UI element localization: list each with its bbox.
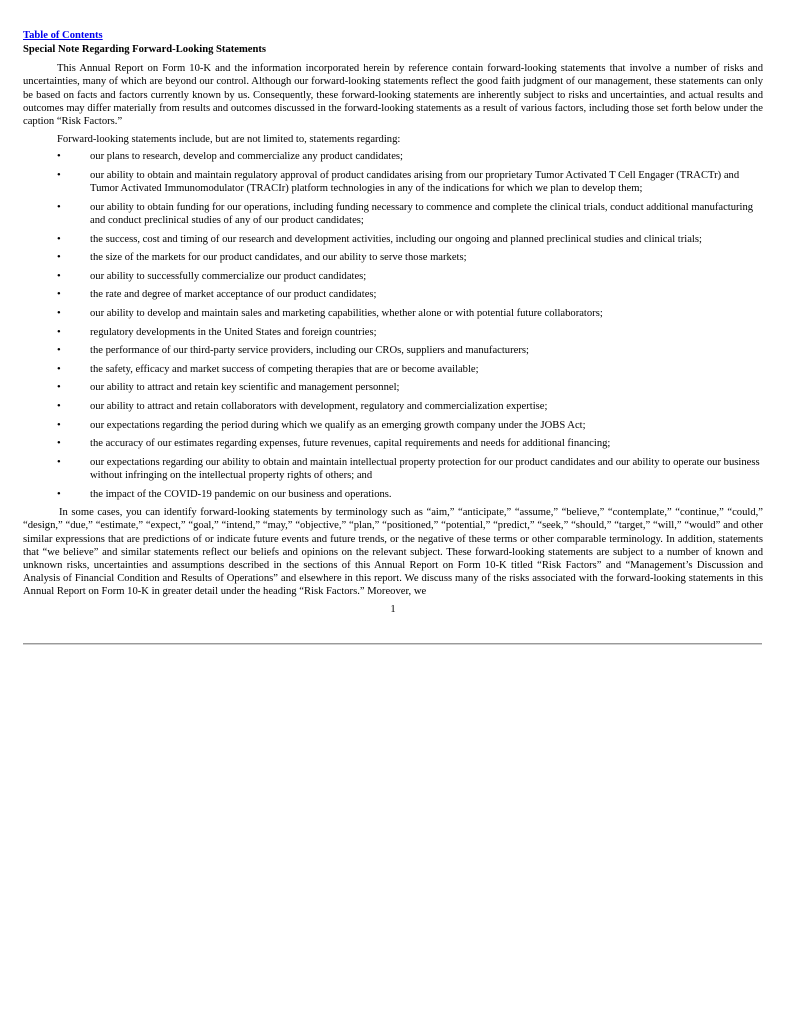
- bullet-icon: •: [57, 456, 61, 468]
- forward-looking-list: [23, 150, 763, 500]
- intro-paragraph: This Annual Report on Form 10-K and the information incorporated herein by reference contain forward-looking statements that involve a number of risks and uncertainties, many of which are beyond our control. Although our forward-looking statements reflect the good faith judgment of our management, these statements can only be based on facts and factors currently known by us. Consequently, these forward-looking statements are inherently subject to risks and uncertainties, and actual results and outcomes may differ materially from results and outcomes discussed in the forward-looking statements as a result of various factors, including those set forth below under the caption “Risk Factors.”: [23, 63, 763, 128]
- section-heading: Special Note Regarding Forward-Looking Statements: [23, 44, 267, 55]
- list-item-text: regulatory developments in the United States and foreign countries;: [90, 326, 377, 338]
- list-item-text: the accuracy of our estimates regarding expenses, future revenues, capital requirements and needs for additional financing;: [90, 438, 611, 450]
- list-lead-in: Forward-looking statements include, but are not limited to, statements regarding:: [57, 134, 401, 146]
- list-item-text: our ability to attract and retain key scientific and management personnel;: [90, 382, 400, 394]
- bullet-icon: •: [57, 151, 61, 163]
- list-item-text: our expectations regarding the period during which we qualify as an emerging growth company under the JOBS Act;: [90, 419, 586, 431]
- list-item-text: our ability to obtain funding for our operations, including funding necessary to commence and complete the clinical trials, conduct additional manufacturing and conduct preclinical studies of any of our product candidates;: [90, 201, 754, 227]
- bullet-icon: •: [57, 488, 61, 500]
- list-item: [23, 288, 763, 301]
- list-item: [23, 270, 763, 283]
- list-item-text: the impact of the COVID-19 pandemic on our business and operations.: [90, 488, 392, 500]
- list-item: [23, 233, 763, 246]
- bullet-icon: •: [57, 170, 61, 182]
- list-item: [23, 400, 763, 413]
- bullet-icon: •: [57, 363, 61, 375]
- bullet-icon: •: [57, 326, 61, 338]
- list-item-text: our plans to research, develop and commercialize any product candidates;: [90, 151, 403, 163]
- list-item: [23, 456, 763, 482]
- bullet-icon: •: [57, 345, 61, 357]
- bullet-icon: •: [57, 270, 61, 282]
- list-item: [23, 150, 763, 163]
- list-item-text: our ability to develop and maintain sales and marketing capabilities, whether alone or with potential future collaborators;: [90, 307, 603, 319]
- list-item-text: our ability to successfully commercialize our product candidates;: [90, 270, 367, 282]
- table-of-contents-link[interactable]: Table of Contents: [23, 30, 103, 41]
- list-item: [23, 488, 763, 501]
- list-item: [23, 381, 763, 394]
- page-divider: [23, 643, 762, 645]
- bullet-icon: •: [57, 307, 61, 319]
- list-item: [23, 437, 763, 450]
- list-item-text: the rate and degree of market acceptance of our product candidates;: [90, 289, 377, 301]
- page-number: 1: [390, 603, 396, 615]
- closing-paragraph: In some cases, you can identify forward-looking statements by terminology such as “aim,” “anticipate,” “assume,” “believe,” “contemplate,” “continue,” “could,” “design,” “due,” “estimate,” “expect,” “goal,” “intend,” “may,” “objective,” “plan,” “positioned,” “potential,” “predict,” “seek,” “should,” “target,” “will,” “would” and other similar expressions that are predictions of or indicate future events and future trends, or the negative of these terms or other comparable terminology. In addition, statements that “we believe” and similar statements reflect our beliefs and opinions on the relevant subject. These forward-looking statements are subject to a number of known and unknown risks, uncertainties and assumptions described in the sections of this Annual Report on Form 10-K titled “Risk Factors” and “Management’s Discussion and Analysis of Financial Condition and Results of Operations” and elsewhere in this report. We discuss many of the risks associated with the forward-looking statements in this Annual Report on Form 10-K in greater detail under the heading “Risk Factors.” Moreover, we: [23, 507, 763, 598]
- bullet-icon: •: [57, 419, 61, 431]
- list-item-text: the safety, efficacy and market success of competing therapies that are or become available;: [90, 363, 479, 375]
- list-item-text: our ability to obtain and maintain regulatory approval of product candidates arising from our proprietary Tumor Activated T Cell Engager (TRACTr) and Tumor Activated Immunomodulator (TRACIr) platform technologies in any of the indications for which we plan to develop them;: [90, 170, 740, 195]
- bullet-icon: •: [57, 233, 61, 245]
- list-item-text: the success, cost and timing of our research and development activities, including our ongoing and planned preclinical studies and clinical trials;: [90, 233, 702, 245]
- list-item: [23, 251, 763, 264]
- list-item: [23, 344, 763, 357]
- list-item: [23, 201, 763, 227]
- bullet-icon: •: [57, 438, 61, 450]
- list-item: [23, 363, 763, 376]
- list-item: [23, 169, 763, 195]
- document-page: [23, 29, 763, 616]
- bullet-icon: •: [57, 289, 61, 301]
- list-item-text: the performance of our third-party service providers, including our CROs, suppliers and manufacturers;: [90, 345, 529, 357]
- list-item: [23, 307, 763, 320]
- bullet-icon: •: [57, 201, 61, 213]
- list-item: [23, 326, 763, 339]
- list-item-text: our ability to attract and retain collaborators with development, regulatory and commercialization expertise;: [90, 400, 548, 412]
- list-item: [23, 419, 763, 432]
- bullet-icon: •: [57, 252, 61, 264]
- bullet-icon: •: [57, 400, 61, 412]
- bullet-icon: •: [57, 382, 61, 394]
- list-item-text: the size of the markets for our product candidates, and our ability to serve those markets;: [90, 252, 467, 264]
- list-item-text: our expectations regarding our ability to obtain and maintain intellectual property protection for our product candidates and our ability to operate our business without infringing on the intellectual property rights of others; and: [90, 456, 760, 481]
